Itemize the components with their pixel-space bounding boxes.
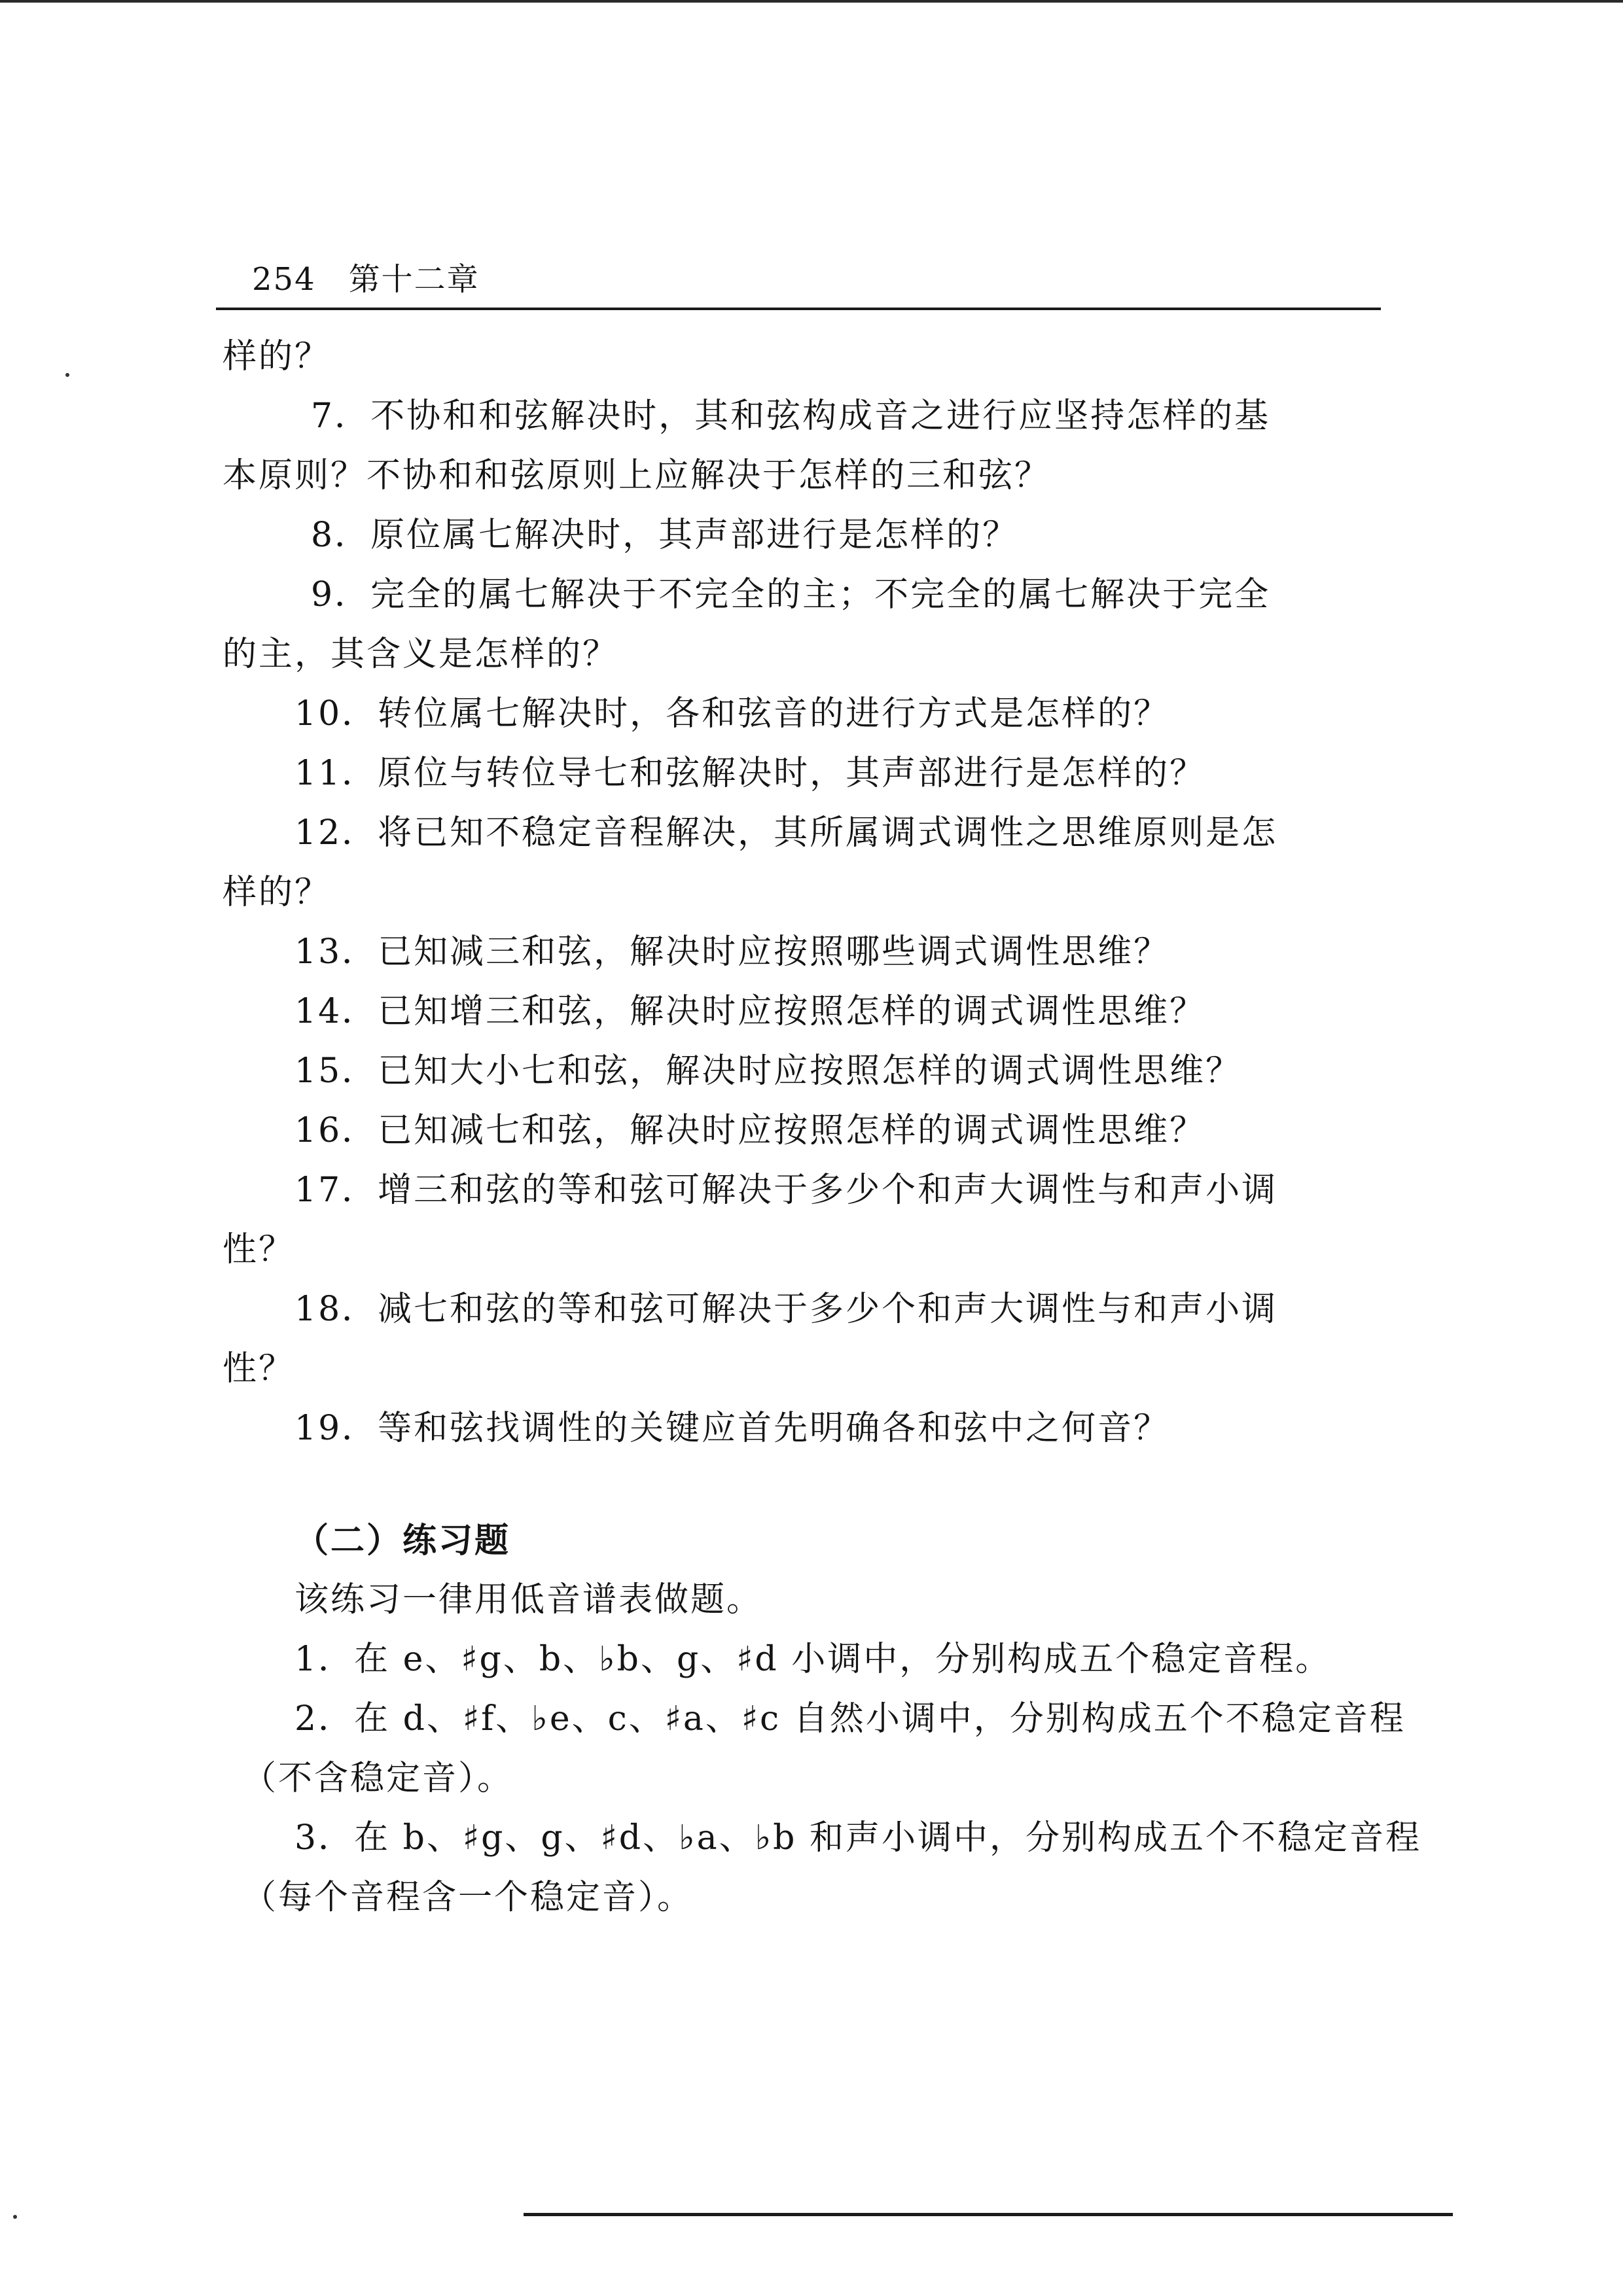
question-17: 17．增三和弦的等和弦可解决于多少个和声大调性与和声小调 <box>294 1171 1278 1210</box>
question-8: 8．原位属七解决时，其声部进行是怎样的？ <box>311 516 1019 555</box>
question-12: 12．将已知不稳定音程解决，其所属调式调性之思维原则是怎 <box>294 813 1278 853</box>
question-line: 样的？ <box>223 337 331 376</box>
header-rule <box>216 308 1381 310</box>
question-18: 18．减七和弦的等和弦可解决于多少个和声大调性与和声小调 <box>294 1290 1278 1329</box>
question-9: 9．完全的属七解决于不完全的主；不完全的属七解决于完全 <box>311 575 1271 614</box>
page-number: 254 <box>252 261 316 298</box>
bottom-scan-rule <box>524 2213 1453 2216</box>
question-16: 16．已知减七和弦，解决时应按照怎样的调式调性思维？ <box>294 1111 1206 1150</box>
question-14: 14．已知增三和弦，解决时应按照怎样的调式调性思维？ <box>294 992 1206 1031</box>
question-19: 19．等和弦找调性的关键应首先明确各和弦中之何音？ <box>294 1409 1170 1448</box>
scan-speck <box>65 373 69 377</box>
exercise-3-cont: （每个音程含一个稳定音）。 <box>242 1878 694 1917</box>
exercise-2: 2．在 d、♯f、♭e、c、♯a、♯c 自然小调中，分别构成五个不稳定音程 <box>294 1699 1406 1739</box>
question-17-cont: 性？ <box>223 1230 295 1269</box>
question-7-cont: 本原则？不协和和弦原则上应解决于怎样的三和弦？ <box>223 456 1051 495</box>
question-15: 15．已知大小七和弦，解决时应按照怎样的调式调性思维？ <box>294 1051 1242 1091</box>
exercise-2-cont: （不含稳定音）。 <box>242 1759 514 1798</box>
scan-speck <box>13 2215 17 2219</box>
question-11: 11．原位与转位导七和弦解决时，其声部进行是怎样的？ <box>294 754 1206 793</box>
question-7: 7．不协和和弦解决时，其和弦构成音之进行应坚持怎样的基 <box>311 397 1271 436</box>
section-title: （二）练习题 <box>294 1521 511 1561</box>
section-gap <box>223 1458 1387 1511</box>
question-13: 13．已知减三和弦，解决时应按照哪些调式调性思维？ <box>294 932 1170 972</box>
question-18-cont: 性？ <box>223 1349 295 1388</box>
scan-edge <box>0 0 1623 3</box>
question-12-cont: 样的？ <box>223 873 331 912</box>
exercise-1: 1．在 e、♯g、b、♭b、g、♯d 小调中，分别构成五个稳定音程。 <box>294 1640 1332 1679</box>
exercise-3: 3．在 b、♯g、g、♯d、♭a、♭b 和声小调中，分别构成五个不稳定音程 <box>294 1818 1421 1858</box>
chapter-title: 第十二章 <box>348 261 480 298</box>
question-9-cont: 的主，其含义是怎样的？ <box>223 635 619 674</box>
section-intro: 该练习一律用低音谱表做题。 <box>294 1580 763 1619</box>
question-10: 10．转位属七解决时，各和弦音的进行方式是怎样的？ <box>294 694 1170 733</box>
page-body <box>223 327 1421 1928</box>
running-header <box>252 254 480 299</box>
